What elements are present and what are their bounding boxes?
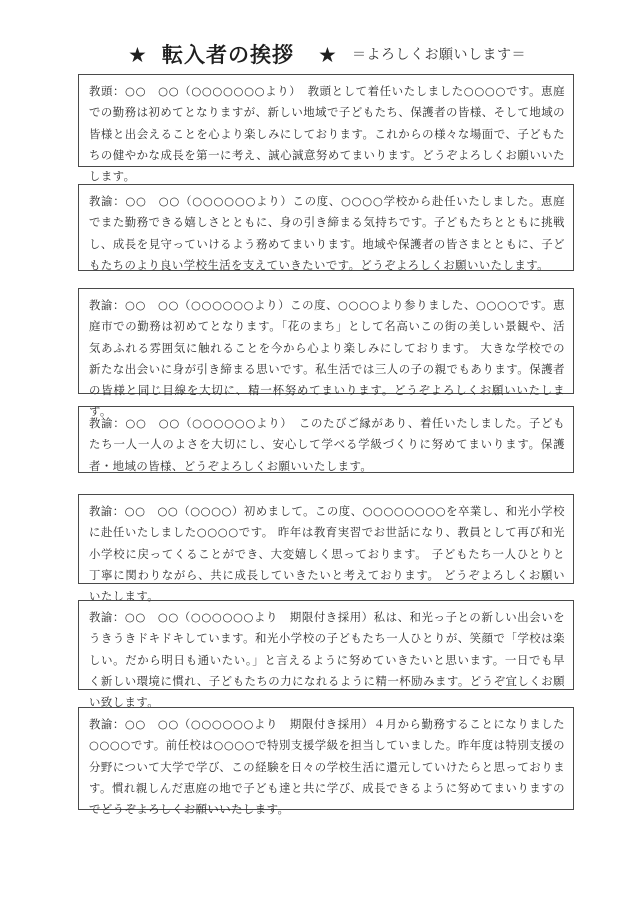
greeting-box-teacher-2 [78,288,574,419]
greeting-box-teacher-3 [78,406,574,473]
greeting-text: 教頭：○○ ○○（○○○○○○○より） 教頭として着任いたしました○○○○です。恵庭での勤務は初めてとなりますが、新しい地域で子どもたち、保護者の皆様、そして地域の皆様と出会えることを心より楽しみにしております。これからの様々な場面で、子どもたちの健やかな成長を第一に考え、誠心誠意努めてまいります。どうぞよろしくお願いいたします。 [89,84,565,184]
page-title: 転入者の挨拶 [162,42,294,67]
greeting-text: 教諭：○○ ○○（○○○○○○より） このたびご縁があり、着任いたしました。子どもたち一人一人のよさを大切にし、安心して学べる学級づくりに努めてまいります。保護者・地域の皆様、どうぞよろしくお願いいたします。 [89,416,565,473]
greeting-box-teacher-1 [78,184,574,271]
greeting-box-vice-principal [78,74,574,184]
star-right-icon: ★ [318,43,337,67]
greeting-box-teacher-4 [78,494,574,604]
greeting-text: 教諭：○○ ○○（○○○○）初めまして。この度、○○○○○○○○を卒業し、和光小学校に赴任いたしました○○○○です。 昨年は教育実習でお世話になり、教員として再び和光小学校に戻ってくることができ、大変嬉しく思っております。 子どもたち一人ひとりと丁寧に関わりながら、共に成長していきたいと考えております。 どうぞよろしくお願いいたします。 [89,504,565,604]
star-left-icon: ★ [128,43,147,67]
greeting-box-teacher-5 [78,600,574,710]
greeting-text: 教諭：○○ ○○（○○○○○○より）この度、○○○○より参りました、○○○○です。恵庭市での勤務は初めてとなります。「花のまち」として名高いこの街の美しい景観や、活気あふれる雰囲気に触れることを今から心より楽しみにしております。 大きな学校での新たな出会いに身が引き締まる思いです。私生活では三人の子の親でもあります。保護者の皆様と同じ目線を大切に、精一杯努めてまいります。どうぞよろしくお願いいたします。 [89,298,565,419]
greeting-text: 教諭：○○ ○○（○○○○○○より 期限付き採用）４月から勤務することになりました○○○○です。前任校は○○○○で特別支援学級を担当していました。昨年度は特別支援の分野について大学で学び、この経験を日々の学校生活に還元していけたらと思っております。慣れ親しんだ恵庭の地で子ども達と共に学び、成長できるように努めてまいりますのでどうぞよろしくお願いいたします。 [89,717,565,817]
greeting-text: 教諭：○○ ○○（○○○○○○より）この度、○○○○学校から赴任いたしました。恵庭でまた勤務できる嬉しさとともに、身の引き締まる気持ちです。子どもたちとともに挑戦し、成長を見守っていけるよう務めてまいります。地域や保護者の皆さまとともに、子どもたちのより良い学校生活を支えていきたいです。どうぞよろしくお願いいたします。 [89,194,565,272]
page-header [0,38,640,72]
page-subtitle: ＝よろしくお願いします＝ [352,47,526,63]
greeting-box-teacher-6 [78,707,574,817]
greeting-text: 教諭：○○ ○○（○○○○○○より 期限付き採用）私は、和光っ子との新しい出会いをうきうきドキドキしています。和光小学校の子どもたち一人ひとりが、笑顔で「学校は楽しい。だから明日も通いたい。」と言えるように努めていきたいと思います。一日でも早く新しい環境に慣れ、子どもたちの力になれるように精一杯励みます。どうぞ宜しくお願い致します。 [89,610,565,710]
